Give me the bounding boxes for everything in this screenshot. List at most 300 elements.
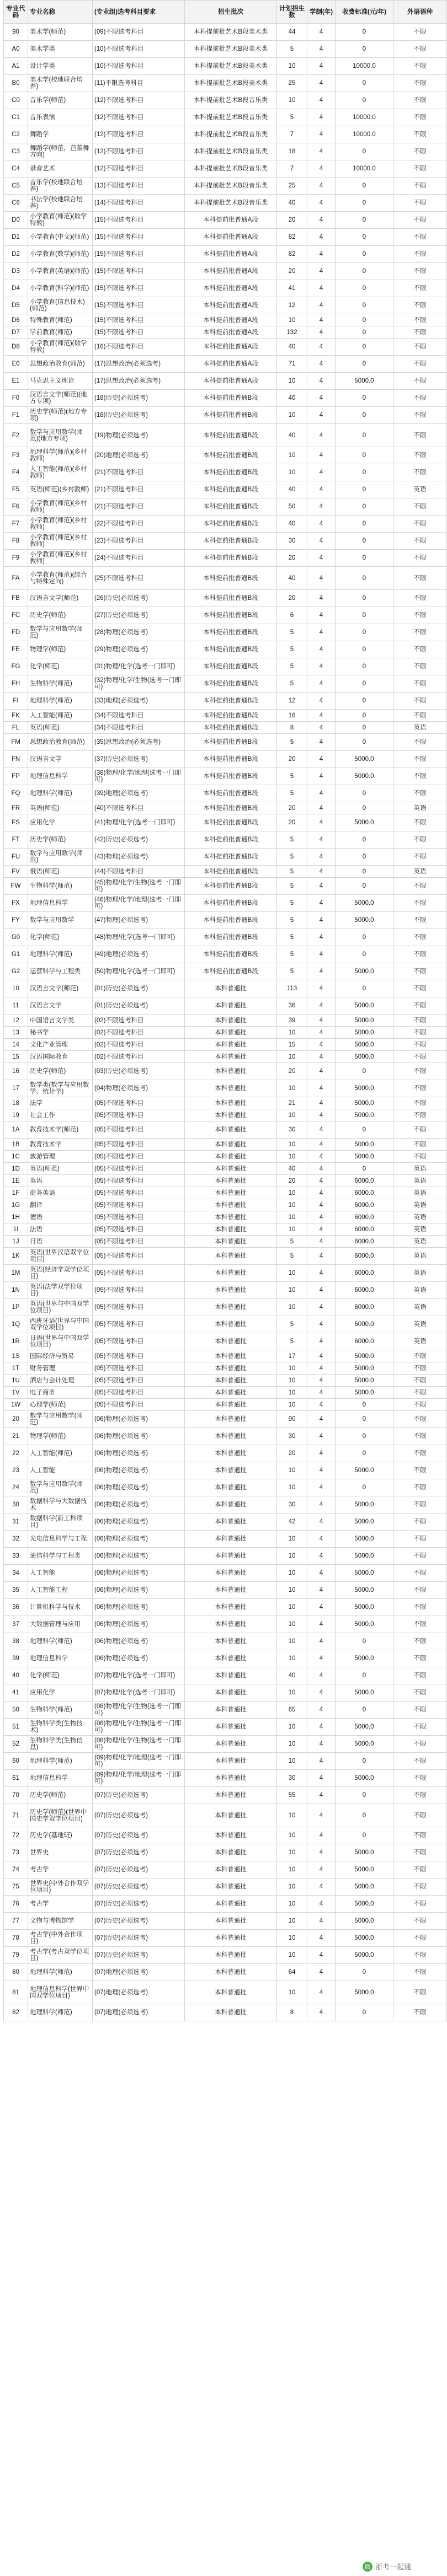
table-row: [4, 390, 447, 407]
table-row: [4, 498, 447, 516]
cell-major-name: 小学教育(师范)(乡村教师): [28, 498, 93, 516]
cell-major-name: 数学与应用数学(师范): [28, 624, 93, 641]
table-row: [4, 1964, 447, 1981]
cell-major-name: 地理信息科学: [28, 895, 93, 912]
table-row: [4, 41, 447, 58]
cell-plan-count: 10: [277, 1879, 307, 1896]
cell-plan-count: 12: [277, 693, 307, 710]
cell-subject-requirement: (09)物理/化学/地理(选考一门即可): [93, 1770, 185, 1787]
cell-subject-requirement: (06)物理(必须选考): [93, 1582, 185, 1599]
cell-batch: 本科普通批: [185, 1804, 277, 1827]
cell-duration: 4: [307, 675, 336, 693]
cell-major-code: C6: [4, 195, 28, 212]
table-row: [4, 2004, 447, 2021]
table-row: [4, 1496, 447, 1514]
table-row: [4, 1265, 447, 1282]
table-row: [4, 963, 447, 980]
cell-subject-requirement: (02)不限选考科目: [93, 1027, 185, 1039]
cell-plan-count: 5: [277, 734, 307, 751]
cell-duration: 4: [307, 1445, 336, 1462]
cell-language: 不限: [393, 785, 447, 802]
cell-plan-count: 10: [277, 1616, 307, 1633]
cell-duration: 4: [307, 1387, 336, 1399]
watermark: [363, 2561, 411, 2572]
cell-major-code: 1Q: [4, 1316, 28, 1333]
table-row: [4, 297, 447, 314]
cell-batch: 本科普通批: [185, 1199, 277, 1211]
cell-plan-count: 20: [277, 1445, 307, 1462]
cell-language: 不限: [393, 263, 447, 280]
cell-major-name: 应用化学: [28, 1684, 93, 1702]
cell-duration: 4: [307, 641, 336, 658]
cell-duration: 4: [307, 624, 336, 641]
cell-duration: 4: [307, 1804, 336, 1827]
cell-subject-requirement: (05)不限选考科目: [93, 1211, 185, 1223]
cell-language: 英语: [393, 1187, 447, 1199]
cell-plan-count: 10: [277, 92, 307, 109]
cell-tuition: 6000.0: [336, 1248, 393, 1265]
cell-subject-requirement: (05)不限选考科目: [93, 1282, 185, 1299]
cell-tuition: 0: [336, 356, 393, 373]
cell-tuition: 5000.0: [336, 1650, 393, 1667]
cell-subject-requirement: (07)历史(必须选考): [93, 1804, 185, 1827]
cell-subject-requirement: (03)历史(必须选考): [93, 1063, 185, 1080]
cell-plan-count: 7: [277, 126, 307, 143]
table-row: [4, 1139, 447, 1151]
table-row: [4, 1175, 447, 1187]
cell-subject-requirement: (49)地理(必须选考): [93, 946, 185, 963]
cell-major-code: 16: [4, 1063, 28, 1080]
cell-major-code: FM: [4, 734, 28, 751]
cell-tuition: 0: [336, 1428, 393, 1445]
table-row: [4, 1479, 447, 1496]
cell-subject-requirement: (06)物理(必须选考): [93, 1496, 185, 1514]
cell-duration: 4: [307, 126, 336, 143]
cell-tuition: 6000.0: [336, 1175, 393, 1187]
cell-batch: 本科提前批艺术B段音乐类: [185, 195, 277, 212]
cell-subject-requirement: (15)不限选考科目: [93, 314, 185, 326]
cell-language: 不限: [393, 280, 447, 297]
cell-batch: 本科普通批: [185, 1770, 277, 1787]
cell-tuition: 6000.0: [336, 1282, 393, 1299]
cell-major-code: F9: [4, 550, 28, 567]
cell-duration: 4: [307, 58, 336, 75]
cell-major-name: 生物科学(师范): [28, 1702, 93, 1719]
cell-major-code: C3: [4, 143, 28, 160]
cell-language: 不限: [393, 1428, 447, 1445]
cell-tuition: 0: [336, 2004, 393, 2021]
cell-plan-count: 10: [277, 1582, 307, 1599]
cell-batch: 本科提前批普通B段: [185, 498, 277, 516]
cell-major-code: 73: [4, 1844, 28, 1861]
cell-duration: 4: [307, 1736, 336, 1753]
cell-plan-count: 21: [277, 1097, 307, 1109]
cell-tuition: 0: [336, 41, 393, 58]
cell-duration: 4: [307, 143, 336, 160]
cell-major-name: 思想政治教育(师范): [28, 356, 93, 373]
cell-plan-count: 10: [277, 1930, 307, 1947]
cell-major-code: D8: [4, 339, 28, 356]
cell-plan-count: 5: [277, 641, 307, 658]
cell-tuition: 0: [336, 314, 393, 326]
cell-tuition: 5000.0: [336, 1051, 393, 1063]
cell-major-name: 化学(师范): [28, 658, 93, 675]
cell-batch: 本科普通批: [185, 1163, 277, 1175]
cell-subject-requirement: (21)不限选考科目: [93, 481, 185, 498]
cell-major-name: 历史学(师范): [28, 607, 93, 624]
cell-duration: 4: [307, 246, 336, 263]
cell-subject-requirement: (02)不限选考科目: [93, 1039, 185, 1051]
cell-major-code: C5: [4, 178, 28, 195]
cell-subject-requirement: (12)不限选考科目: [93, 126, 185, 143]
cell-subject-requirement: (06)物理(必须选考): [93, 1479, 185, 1496]
cell-duration: 4: [307, 1187, 336, 1199]
cell-batch: 本科提前批艺术B段美术类: [185, 58, 277, 75]
cell-plan-count: 10: [277, 1531, 307, 1548]
cell-major-name: 小学教育(师范)(乡村教师): [28, 533, 93, 550]
table-row: [4, 1051, 447, 1063]
header-major-name: 专业名称: [28, 1, 93, 24]
cell-subject-requirement: (25)不限选考科目: [93, 567, 185, 590]
cell-subject-requirement: (12)不限选考科目: [93, 109, 185, 126]
table-row: [4, 1844, 447, 1861]
cell-batch: 本科提前批普通A段: [185, 263, 277, 280]
cell-major-name: 汉语言文学: [28, 751, 93, 768]
cell-major-code: 24: [4, 1479, 28, 1496]
cell-tuition: 10000.0: [336, 126, 393, 143]
cell-plan-count: 10: [277, 1804, 307, 1827]
cell-language: 不限: [393, 849, 447, 866]
cell-major-code: FY: [4, 912, 28, 929]
table-row: [4, 1187, 447, 1199]
table-row: [4, 1211, 447, 1223]
cell-duration: 4: [307, 280, 336, 297]
cell-subject-requirement: (06)物理(必须选考): [93, 1548, 185, 1565]
cell-tuition: 0: [336, 1399, 393, 1411]
cell-batch: 本科普通批: [185, 1362, 277, 1375]
cell-major-name: 英语(经济学双学位项目): [28, 1265, 93, 1282]
cell-major-name: 小学教育(英语)(师范): [28, 263, 93, 280]
cell-major-name: 人工智能: [28, 1565, 93, 1582]
cell-subject-requirement: (39)地理(必须选考): [93, 785, 185, 802]
cell-plan-count: 5: [277, 866, 307, 878]
cell-major-name: 地理科学(师范)(乡村教师): [28, 447, 93, 464]
cell-subject-requirement: (17)思想政治(必须选考): [93, 356, 185, 373]
cell-major-name: 财务管理: [28, 1362, 93, 1375]
cell-major-code: F6: [4, 498, 28, 516]
cell-plan-count: 10: [277, 1736, 307, 1753]
cell-major-name: 小学教育(信息技术)(师范): [28, 297, 93, 314]
cell-duration: 4: [307, 297, 336, 314]
wechat-logo-icon: 微: [363, 2562, 372, 2572]
cell-major-code: E1: [4, 373, 28, 390]
cell-language: 不限: [393, 751, 447, 768]
cell-subject-requirement: (24)不限选考科目: [93, 550, 185, 567]
cell-tuition: 0: [336, 624, 393, 641]
cell-plan-count: 10: [277, 1753, 307, 1770]
cell-subject-requirement: (08)物理/化学/生物(选考一门即可): [93, 1719, 185, 1736]
cell-language: 不限: [393, 1667, 447, 1684]
cell-language: 不限: [393, 126, 447, 143]
cell-duration: 4: [307, 831, 336, 849]
cell-subject-requirement: (09)不限选考科目: [93, 24, 185, 41]
cell-tuition: 0: [336, 143, 393, 160]
table-row: [4, 946, 447, 963]
table-row: [4, 1913, 447, 1930]
cell-major-name: 教育技术学(师范): [28, 1121, 93, 1139]
cell-language: 不限: [393, 550, 447, 567]
cell-batch: 本科普通批: [185, 1248, 277, 1265]
cell-major-code: 33: [4, 1548, 28, 1565]
table-row: [4, 912, 447, 929]
cell-subject-requirement: (06)物理(必须选考): [93, 1616, 185, 1633]
cell-batch: 本科普通批: [185, 1787, 277, 1804]
cell-plan-count: 10: [277, 1199, 307, 1211]
cell-batch: 本科提前批普通B段: [185, 693, 277, 710]
cell-major-name: 世界史(中外合作双学位项目): [28, 1879, 93, 1896]
cell-duration: 4: [307, 751, 336, 768]
cell-major-code: 1E: [4, 1175, 28, 1187]
cell-major-code: 1K: [4, 1248, 28, 1265]
cell-duration: 4: [307, 1248, 336, 1265]
cell-subject-requirement: (07)历史(必须选考): [93, 1879, 185, 1896]
cell-subject-requirement: (07)历史(必须选考): [93, 1930, 185, 1947]
table-row: [4, 1039, 447, 1051]
cell-major-code: 30: [4, 1496, 28, 1514]
cell-batch: 本科提前批艺术B段美术类: [185, 41, 277, 58]
cell-batch: 本科提前批普通A段: [185, 326, 277, 339]
cell-tuition: 5000.0: [336, 1039, 393, 1051]
cell-duration: 4: [307, 1844, 336, 1861]
table-row: [4, 356, 447, 373]
table-row: [4, 751, 447, 768]
cell-batch: 本科提前批普通A段: [185, 297, 277, 314]
table-row: [4, 1667, 447, 1684]
cell-major-name: 英语(法学双学位项目): [28, 1282, 93, 1299]
cell-duration: 4: [307, 1080, 336, 1097]
cell-subject-requirement: (06)物理(必须选考): [93, 1650, 185, 1667]
cell-duration: 4: [307, 1616, 336, 1633]
cell-major-name: 小学教育(师范)(数学特教): [28, 212, 93, 229]
cell-duration: 4: [307, 1039, 336, 1051]
cell-major-name: 舞蹈学(师范，芭蕾舞方向): [28, 143, 93, 160]
header-batch: 招生批次: [185, 1, 277, 24]
table-row: [4, 533, 447, 550]
cell-major-name: 英语(世界与中国双学位项目): [28, 1299, 93, 1316]
cell-major-code: A0: [4, 41, 28, 58]
cell-plan-count: 40: [277, 481, 307, 498]
cell-plan-count: 5: [277, 624, 307, 641]
table-row: [4, 1163, 447, 1175]
cell-major-code: C1: [4, 109, 28, 126]
cell-major-code: 32: [4, 1531, 28, 1548]
table-row: [4, 464, 447, 481]
cell-duration: 4: [307, 1667, 336, 1684]
cell-plan-count: 20: [277, 814, 307, 831]
table-row: [4, 1861, 447, 1879]
table-row: [4, 1362, 447, 1375]
cell-major-name: 数学与应用数学(师范): [28, 1411, 93, 1428]
table-row: [4, 1387, 447, 1399]
cell-subject-requirement: (44)不限选考科目: [93, 866, 185, 878]
table-row: [4, 1879, 447, 1896]
table-row: [4, 997, 447, 1015]
cell-batch: 本科提前批普通A段: [185, 339, 277, 356]
cell-subject-requirement: (05)不限选考科目: [93, 1248, 185, 1265]
cell-plan-count: 5: [277, 658, 307, 675]
cell-plan-count: 20: [277, 212, 307, 229]
cell-tuition: 6000.0: [336, 1199, 393, 1211]
cell-duration: 4: [307, 1702, 336, 1719]
table-row: [4, 447, 447, 464]
table-header-row: [4, 1, 447, 24]
cell-tuition: 0: [336, 339, 393, 356]
cell-plan-count: 10: [277, 1265, 307, 1282]
cell-language: 不限: [393, 447, 447, 464]
table-row: [4, 693, 447, 710]
cell-plan-count: 5: [277, 768, 307, 785]
cell-language: 不限: [393, 1375, 447, 1387]
cell-tuition: 0: [336, 802, 393, 814]
cell-language: 不限: [393, 710, 447, 722]
cell-plan-count: 10: [277, 1896, 307, 1913]
cell-plan-count: 30: [277, 1428, 307, 1445]
cell-major-name: 历史学(师范): [28, 1063, 93, 1080]
cell-language: 不限: [393, 498, 447, 516]
cell-major-code: 90: [4, 24, 28, 41]
cell-subject-requirement: (15)不限选考科目: [93, 326, 185, 339]
cell-plan-count: 30: [277, 1770, 307, 1787]
cell-duration: 4: [307, 785, 336, 802]
cell-batch: 本科普通批: [185, 1514, 277, 1531]
cell-duration: 4: [307, 1827, 336, 1844]
cell-language: 不限: [393, 1051, 447, 1063]
cell-tuition: 0: [336, 390, 393, 407]
table-row: [4, 641, 447, 658]
cell-batch: 本科提前批普通B段: [185, 785, 277, 802]
cell-batch: 本科提前批普通B段: [185, 878, 277, 895]
cell-language: 不限: [393, 1514, 447, 1531]
cell-duration: 4: [307, 1684, 336, 1702]
cell-language: 不限: [393, 195, 447, 212]
cell-plan-count: 50: [277, 498, 307, 516]
cell-tuition: 0: [336, 878, 393, 895]
cell-tuition: 0: [336, 831, 393, 849]
table-row: [4, 1109, 447, 1121]
cell-major-code: D7: [4, 326, 28, 339]
cell-duration: 4: [307, 326, 336, 339]
cell-major-code: 15: [4, 1051, 28, 1063]
cell-plan-count: 41: [277, 280, 307, 297]
cell-plan-count: 6: [277, 607, 307, 624]
cell-major-code: F0: [4, 390, 28, 407]
cell-language: 不限: [393, 75, 447, 92]
cell-tuition: 5000.0: [336, 1913, 393, 1930]
cell-major-name: 舞蹈学: [28, 126, 93, 143]
cell-batch: 本科提前批普通A段: [185, 212, 277, 229]
cell-batch: 本科提前批普通B段: [185, 533, 277, 550]
cell-tuition: 0: [336, 710, 393, 722]
table-row: [4, 24, 447, 41]
cell-major-code: F3: [4, 447, 28, 464]
cell-major-code: 1C: [4, 1151, 28, 1163]
cell-subject-requirement: (12)不限选考科目: [93, 92, 185, 109]
cell-major-code: 1I: [4, 1223, 28, 1236]
cell-tuition: 0: [336, 1753, 393, 1770]
cell-batch: 本科普通批: [185, 1097, 277, 1109]
cell-subject-requirement: (45)物理/化学/生物(选考一门即可): [93, 878, 185, 895]
cell-subject-requirement: (15)不限选考科目: [93, 297, 185, 314]
cell-batch: 本科提前批普通A段: [185, 246, 277, 263]
cell-subject-requirement: (43)物理(必须选考): [93, 849, 185, 866]
cell-subject-requirement: (06)物理(必须选考): [93, 1445, 185, 1462]
cell-subject-requirement: (34)不限选考科目: [93, 710, 185, 722]
watermark-text: 浙考一起通: [375, 2563, 411, 2571]
cell-major-code: 1S: [4, 1350, 28, 1362]
cell-duration: 4: [307, 1548, 336, 1565]
cell-plan-count: 20: [277, 550, 307, 567]
cell-major-code: 61: [4, 1770, 28, 1787]
cell-batch: 本科提前批普通B段: [185, 946, 277, 963]
cell-tuition: 0: [336, 326, 393, 339]
cell-language: 不限: [393, 624, 447, 641]
cell-batch: 本科提前批普通B段: [185, 658, 277, 675]
cell-tuition: 0: [336, 866, 393, 878]
table-row: [4, 481, 447, 498]
cell-subject-requirement: (07)物理/化学(选考一门即可): [93, 1667, 185, 1684]
cell-batch: 本科普通批: [185, 1299, 277, 1316]
cell-duration: 4: [307, 1930, 336, 1947]
cell-duration: 4: [307, 550, 336, 567]
cell-plan-count: 10: [277, 1827, 307, 1844]
table-row: [4, 373, 447, 390]
cell-batch: 本科提前批普通B段: [185, 641, 277, 658]
cell-subject-requirement: (19)物理(必须选考): [93, 424, 185, 447]
cell-major-name: 小学教育(数学)(师范): [28, 246, 93, 263]
cell-language: 不限: [393, 1015, 447, 1027]
cell-plan-count: 10: [277, 1844, 307, 1861]
cell-batch: 本科普通批: [185, 1719, 277, 1736]
cell-major-code: FV: [4, 866, 28, 878]
cell-language: 不限: [393, 326, 447, 339]
cell-language: 不限: [393, 1531, 447, 1548]
cell-major-code: 13: [4, 1027, 28, 1039]
cell-major-name: 文化产业管理: [28, 1039, 93, 1051]
cell-tuition: 5000.0: [336, 1770, 393, 1787]
table-row: [4, 866, 447, 878]
cell-major-code: 52: [4, 1736, 28, 1753]
cell-major-name: 人工智能工程: [28, 1582, 93, 1599]
cell-batch: 本科提前批艺术B段音乐类: [185, 109, 277, 126]
cell-batch: 本科提前批普通B段: [185, 624, 277, 641]
cell-duration: 4: [307, 2004, 336, 2021]
cell-duration: 4: [307, 92, 336, 109]
cell-language: 不限: [393, 1930, 447, 1947]
table-row: [4, 1787, 447, 1804]
cell-major-code: FL: [4, 722, 28, 734]
cell-duration: 4: [307, 1265, 336, 1282]
cell-subject-requirement: (01)历史(必须选考): [93, 997, 185, 1015]
table-row: [4, 126, 447, 143]
cell-language: 英语: [393, 1199, 447, 1211]
cell-major-name: 小学教育(师范)(乡村教师): [28, 516, 93, 533]
cell-tuition: 0: [336, 550, 393, 567]
cell-major-name: 地理科学(师范): [28, 946, 93, 963]
cell-tuition: 5000.0: [336, 1362, 393, 1375]
cell-batch: 本科普通批: [185, 1428, 277, 1445]
cell-major-name: 思想政治教育(师范): [28, 734, 93, 751]
cell-language: 不限: [393, 1582, 447, 1599]
